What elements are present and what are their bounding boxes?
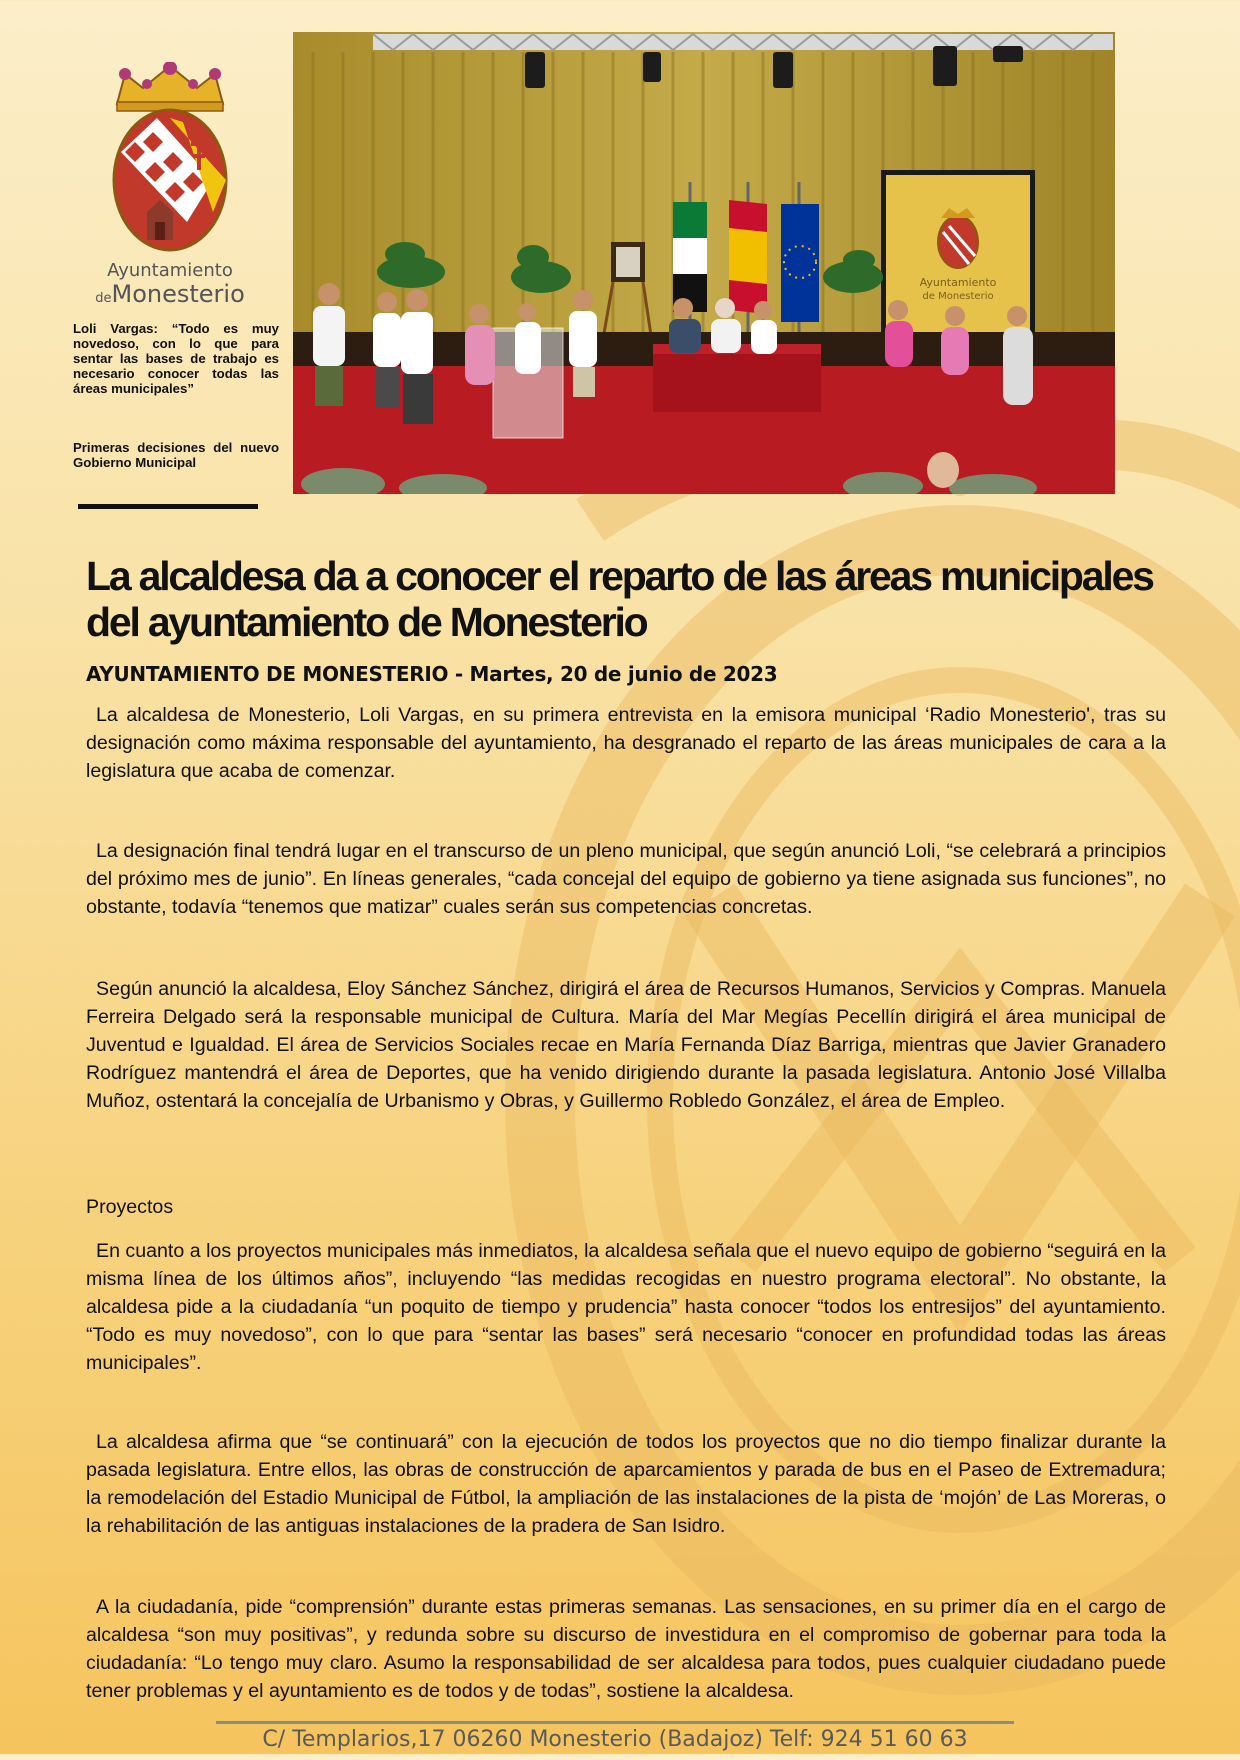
article-paragraph-2: La designación final tendrá lugar en el transcurso de un pleno municipal, que según anunció Loli, “se celebrará a principios del próximo mes de junio”. En líneas generales, “cada concejal del equipo de gobierno ya tiene asignada sus funciones”, no obstante, todavía “tenemos que matizar” cuales serán sus competencias concretas. [86, 840, 1166, 918]
photo-caption-subtitle: Primeras decisiones del nuevo Gobierno Municipal [73, 440, 279, 470]
logo-line1: Ayuntamiento [107, 260, 233, 281]
logo-line2-name: Monesterio [111, 280, 245, 308]
article-paragraph-6: A la ciudadanía, pide “comprensión” durante estas primeras semanas. Las sensaciones, en su primer día en el cargo de alcaldesa “son muy positivas”, y redunda sobre su discurso de investidura en el compromiso de gobernar para toda la ciudadanía: “Lo tengo muy claro. Asumo la responsabilidad de ser alcaldesa para todos, pues cualquier ciudadano puede tener problemas y el ayuntamiento es de todos y de todas”, sostiene la alcaldesa. [86, 1596, 1166, 1702]
council-photo [293, 32, 1115, 494]
coat-of-arms-icon [95, 62, 245, 257]
banner-line1: Ayuntamiento [919, 276, 997, 289]
article-byline: AYUNTAMIENTO DE MONESTERIO - Martes, 20 de junio de 2023 [86, 662, 778, 686]
logo-line2 [95, 280, 245, 308]
article-paragraph-1: La alcaldesa de Monesterio, Loli Vargas, en su primera entrevista en la emisora municipal ‘Radio Monesterio', tras su designación como máxima responsable del ayuntamiento, ha desgranado el reparto de las áreas municipales de cara a la legislatura que acaba de comenzar. [86, 704, 1166, 782]
sidebar-divider [78, 504, 258, 509]
article-paragraph-5: La alcaldesa afirma que “se continuará” con la ejecución de todos los proyectos que no dio tiempo finalizar durante la pasada legislatura. Entre ellos, las obras de construcción de aparcamientos y parada de bus en el Paseo de Extremadura; la remodelación del Estadio Municipal de Fútbol, la ampliación de las instalaciones de la pista de ‘mojón’ de Las Moreras, o la rehabilitación de las antiguas instalaciones de la pradera de San Isidro. [86, 1431, 1166, 1537]
section-subheading: Proyectos [86, 1196, 174, 1218]
photo-caption-quote: Loli Vargas: “Todo es muy novedoso, con lo que para sentar las bases de trabajo es necesario conocer todas las áreas municipales” [73, 321, 279, 396]
footer-divider [216, 1721, 1014, 1724]
article-paragraph-3: Según anunció la alcaldesa, Eloy Sánchez Sánchez, dirigirá el área de Recursos Humanos, Servicios y Compras. Manuela Ferreira Delgado será la responsable municipal de Cultura. María del Mar Megías Pecellín dirigirá el área municipal de Juventud e Igualdad. El área de Servicios Sociales recae en María Fernanda Díaz Barriga, mientras que Javier Granadero Rodríguez mantendrá el área de Deportes, que ha venido dirigiendo durante la pasada legislatura. Antonio José Villalba Muñoz, ostentará la concejalía de Urbanismo y Obras, y Guillermo Robledo González, el área de Empleo. [86, 978, 1166, 1112]
article-headline: La alcaldesa da a conocer el reparto de las áreas municipales del ayuntamiento de Monesterio [86, 553, 1153, 645]
article-paragraph-4: En cuanto a los proyectos municipales más inmediatos, la alcaldesa señala que el nuevo equipo de gobierno “seguirá en la misma línea de los últimos años”, incluyendo “las medidas recogidas en nuestro programa electoral”. No obstante, la alcaldesa pide a la ciudadanía “un poquito de tiempo y prudencia” hasta conocer “todos los entresijos” del ayuntamiento. “Todo es muy novedoso”, con lo que para “sentar las bases” será necesario “conocer en profundidad todas las áreas municipales”. [86, 1240, 1166, 1374]
ayuntamiento-logo [95, 62, 245, 308]
logo-line2-prefix: de [95, 291, 112, 306]
banner-line2: de Monesterio [922, 291, 994, 302]
footer-address: C/ Templarios,17 06260 Monesterio (Badajoz) Telf: 924 51 60 63 [262, 1727, 968, 1752]
